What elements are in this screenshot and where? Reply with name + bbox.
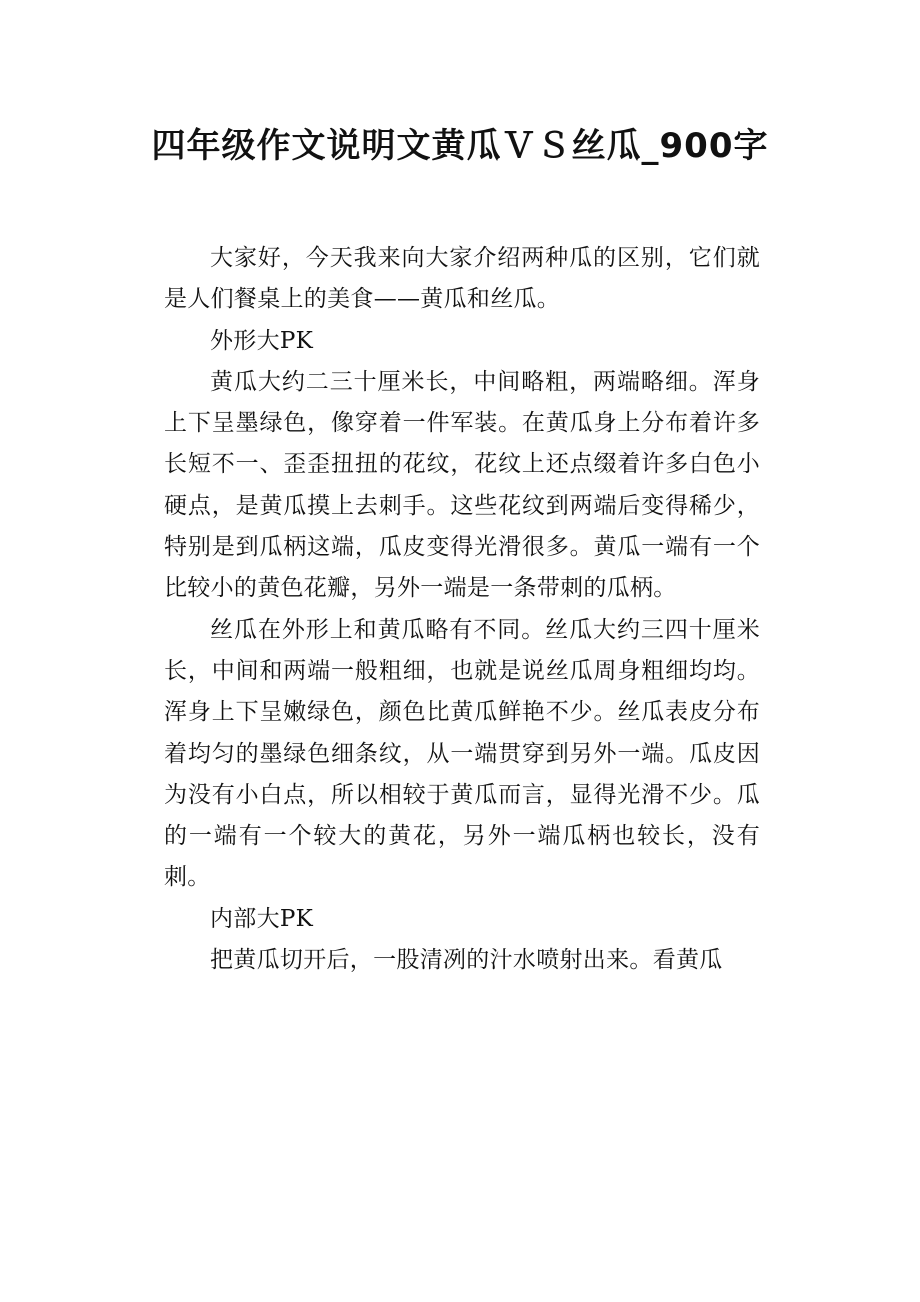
document-title: 四年级作文说明文黄瓜ＶＳ丝瓜_900字	[151, 126, 769, 166]
paragraph-intro: 大家好，今天我来向大家介绍两种瓜的区别，它们就是人们餐桌上的美食——黄瓜和丝瓜。	[164, 245, 760, 313]
paragraph-cucumber-interior: 把黄瓜切开后，一股清冽的汁水喷射出来。看黄瓜	[210, 947, 723, 974]
section-heading-appearance: 外形大PK	[210, 327, 314, 354]
paragraph-loofah-appearance: 丝瓜在外形上和黄瓜略有不同。丝瓜大约三四十厘米长，中间和两端一般粗细，也就是说丝瓜周身粗细均均。浑身上下呈嫩绿色，颜色比黄瓜鲜艳不少。丝瓜表皮分布着均匀的墨绿色细条纹，从一端贯穿到另外一端。瓜皮因为没有小白点，所以相较于黄瓜而言，显得光滑不少。瓜的一端有一个较大的黄花，另外一端瓜柄也较长，没有刺。	[164, 616, 760, 891]
paragraph-cucumber-appearance: 黄瓜大约二三十厘米长，中间略粗，两端略细。浑身上下呈墨绿色，像穿着一件军装。在黄瓜身上分布着许多长短不一、歪歪扭扭的花纹，花纹上还点缀着许多白色小硬点，是黄瓜摸上去刺手。这些花纹到两端后变得稀少，特别是到瓜柄这端，瓜皮变得光滑很多。黄瓜一端有一个比较小的黄色花瓣，另外一端是一条带刺的瓜柄。	[164, 368, 760, 602]
section-heading-interior: 内部大PK	[210, 905, 314, 932]
document-body	[164, 238, 760, 981]
